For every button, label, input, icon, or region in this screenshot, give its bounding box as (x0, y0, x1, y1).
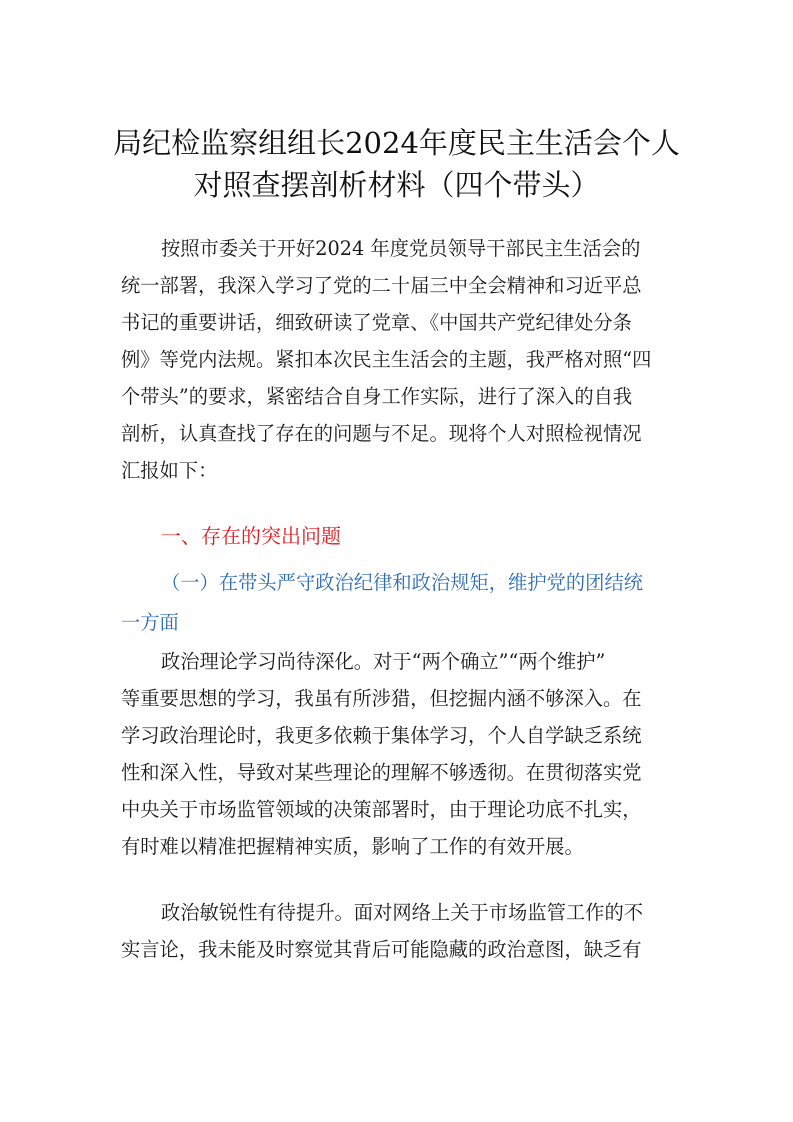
paragraph-line: 有时难以精准把握精神实质，影响了工作的有效开展。 (121, 835, 584, 858)
paragraph-political-theory (121, 643, 681, 865)
paragraph-line: 实言论，我未能及时察觉其背后可能隐藏的政治意图，缺乏有 (121, 938, 642, 961)
paragraph-line: 学习政治理论时，我更多依赖于集体学习，个人自学缺乏系统 (121, 724, 642, 747)
intro-line: 剖析，认真查找了存在的问题与不足。现将个人对照检视情况 (121, 422, 642, 445)
intro-paragraph (121, 230, 681, 489)
paragraph-line: 性和深入性，导致对某些理论的理解不够透彻。在贯彻落实党 (121, 761, 642, 784)
paragraph-line: 等重要思想的学习，我虽有所涉猎，但挖掘内涵不够深入。在 (121, 687, 642, 710)
subsection-heading (121, 563, 681, 643)
title-line-1: 局纪检监察组组长2024年度民主生活会个人 (113, 126, 680, 160)
title-line-2: 对照查摆剖析材料（四个带头） (193, 168, 600, 202)
paragraph-line: 中央关于市场监管领域的决策部署时，由于理论功底不扎实， (121, 798, 642, 821)
paragraph-political-sensitivity (121, 894, 681, 968)
paragraph-line: 政治理论学习尚待深化。对于“两个确立”“两个维护” (161, 650, 606, 673)
intro-line: 汇报如下： (121, 459, 218, 482)
intro-line: 书记的重要讲话，细致研读了党章、《中国共产党纪律处分条 (121, 311, 632, 334)
subsection-heading-line: （一）在带头严守政治纪律和政治规矩，维护党的团结统 (161, 571, 644, 594)
paragraph-line: 政治敏锐性有待提升。面对网络上关于市场监管工作的不 (161, 901, 644, 924)
document-title (100, 122, 693, 206)
intro-line: 个带头”的要求，紧密结合自身工作实际，进行了深入的自我 (121, 385, 633, 408)
section-heading: 一、存在的突出问题 (161, 524, 341, 548)
subsection-heading-line: 一方面 (121, 611, 179, 634)
intro-line: 按照市委关于开好2024 年度党员领导干部民主生活会的 (161, 237, 641, 260)
intro-line: 例》等党内法规。紧扣本次民主生活会的主题，我严格对照“四 (121, 348, 652, 371)
intro-line: 统一部署，我深入学习了党的二十届三中全会精神和习近平总 (121, 274, 642, 297)
